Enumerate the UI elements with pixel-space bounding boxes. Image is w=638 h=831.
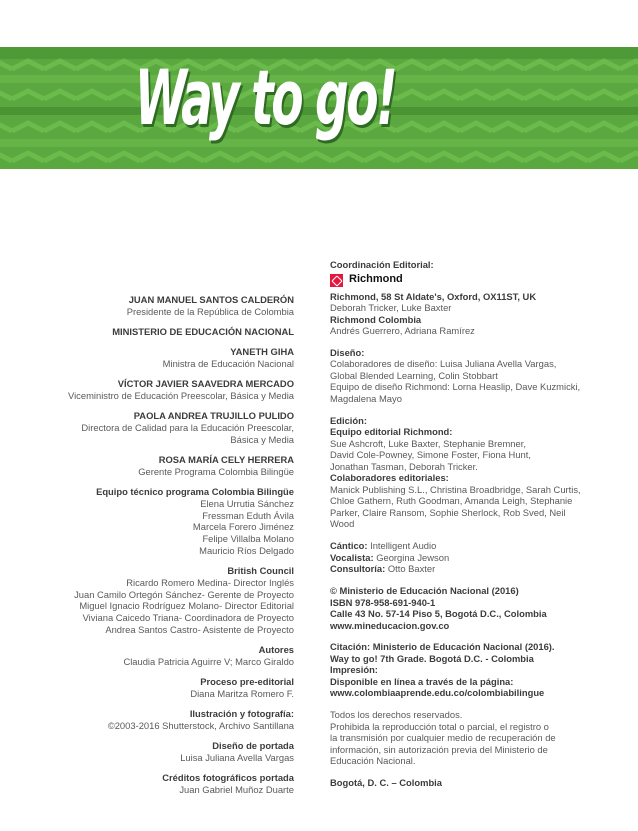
- credit-line: Juan Gabriel Muñoz Duarte: [179, 783, 294, 795]
- credit-line: VÍCTOR JAVIER SAAVEDRA MERCADO: [117, 378, 294, 390]
- credit-line: MINISTERIO DE EDUCACIÓN NACIONAL: [112, 325, 294, 337]
- credit-line: British Council: [227, 565, 294, 577]
- credit-line: Proceso pre-editorial: [200, 676, 294, 688]
- credit-line: Claudia Patricia Aguirre V; Marco Giraldo: [123, 656, 294, 668]
- credit-line: Todos los derechos reservados.: [330, 709, 463, 721]
- credit-line: Andrés Guerrero, Adriana Ramírez: [330, 325, 475, 336]
- credit-line: Equipo editorial Richmond:: [330, 426, 453, 438]
- credit-line: Citación: Ministerio de Educación Nacional (2016).: [330, 641, 555, 653]
- credit-role: Vocalista:: [330, 551, 374, 563]
- credit-line: Calle 43 No. 57-14 Piso 5, Bogotá D.C., Colombia: [330, 608, 547, 620]
- credit-group: [330, 709, 630, 767]
- credit-line: Mauricio Ríos Delgado: [199, 544, 294, 556]
- credit-group: [0, 644, 294, 668]
- credit-name: Intelligent Audio: [367, 540, 437, 552]
- credit-group: [330, 641, 630, 699]
- title-banner: [0, 47, 638, 169]
- credit-line: Miguel Ignacio Rodríguez Molano- Director Editorial: [79, 600, 294, 612]
- credit-group: [0, 740, 294, 764]
- credit-line: Viceministro de Educación Preescolar, Básica y Media: [68, 389, 294, 401]
- credit-group: [0, 676, 294, 700]
- credit-role: Consultoría:: [330, 563, 386, 575]
- credit-line: Deborah Tricker, Luke Baxter: [330, 302, 452, 313]
- credit-line: la transmisión por cualquier medio de recuperación de: [330, 732, 556, 744]
- credit-line: Magdalena Mayo: [330, 392, 402, 404]
- credit-line: Básica y Media: [230, 433, 294, 445]
- credit-group: [0, 486, 294, 557]
- credit-group: [0, 565, 294, 636]
- coordination-label: Coordinación Editorial:: [330, 259, 434, 270]
- credit-line: Directora de Calidad para la Educación Preescolar,: [81, 421, 294, 433]
- credit-line: Disponible en línea a través de la página:: [330, 675, 514, 687]
- credit-line: Diana Maritza Romero F.: [190, 688, 294, 700]
- credit-group: [0, 454, 294, 478]
- credit-line: JUAN MANUEL SANTOS CALDERÓN: [128, 294, 294, 305]
- credit-line: Andrea Santos Castro- Asistente de Proyecto: [105, 624, 294, 636]
- credit-line: YANETH GIHA: [230, 346, 294, 358]
- credits-left-column: [0, 294, 294, 804]
- richmond-logo-text: Richmond: [349, 273, 403, 286]
- credit-group: [330, 777, 630, 789]
- credit-line: Elena Urrutia Sánchez: [200, 497, 294, 509]
- credit-line: Equipo de diseño Richmond: Lorna Heaslip, Dave Kuzmicki,: [330, 381, 581, 393]
- credit-line: Autores: [258, 644, 294, 656]
- credit-group: [0, 410, 294, 445]
- credit-line: [330, 540, 630, 552]
- credit-line: [330, 563, 630, 575]
- credit-line: Ricardo Romero Medina- Director Inglés: [126, 576, 294, 588]
- credit-line: Prohibida la reproducción total o parcial, el registro o: [330, 720, 549, 732]
- credit-line: Richmond Colombia: [330, 313, 422, 325]
- credit-line: Fressman Eduth Ávila: [202, 509, 294, 521]
- book-title: Way to go!: [134, 53, 396, 142]
- credit-line: Richmond, 58 St Aldate's, Oxford, OX11ST, UK: [330, 290, 537, 302]
- credit-name: Otto Baxter: [385, 563, 436, 575]
- credit-group: [330, 585, 630, 631]
- credit-line: Luisa Juliana Avella Vargas: [180, 752, 294, 763]
- credit-line: ROSA MARÍA CELY HERRERA: [158, 453, 294, 465]
- credit-line: Bogotá, D. C. – Colombia: [330, 777, 442, 789]
- credit-group: [0, 708, 294, 732]
- credit-line: Gerente Programa Colombia Bilingüe: [138, 465, 294, 477]
- credit-line: Educación Nacional.: [330, 755, 416, 767]
- credit-line: información, sin autorización previa del Ministerio de: [330, 743, 548, 755]
- credit-line: www.colombiaaprende.edu.co/colombiabilingue: [330, 687, 545, 699]
- credit-name: Georgina Jewson: [373, 551, 450, 563]
- credit-line: Ilustración y fotografía:: [189, 708, 294, 720]
- credit-line: © Ministerio de Educación Nacional (2016): [330, 585, 519, 597]
- credit-role: Cántico:: [330, 540, 368, 552]
- credit-line: Créditos fotográficos portada: [162, 772, 294, 784]
- richmond-logo: [330, 273, 630, 288]
- credit-line: [330, 552, 630, 564]
- credit-group: [0, 294, 294, 318]
- credit-line: Viviana Caicedo Triana- Coordinadora de Proyecto: [82, 612, 294, 624]
- credit-line: Wood: [330, 518, 355, 530]
- credit-group: [0, 378, 294, 402]
- credit-line: Juan Camilo Ortegón Sánchez- Gerente de Proyecto: [74, 588, 294, 600]
- credit-line: Colaboradores de diseño: Luisa Juliana Avella Vargas,: [330, 358, 557, 370]
- credit-line: Global Blended Learning, Colin Stobbart: [330, 369, 498, 381]
- credit-line: Jonathan Tasman, Deborah Tricker.: [330, 460, 478, 472]
- credit-group: [0, 346, 294, 370]
- credit-line: Colaboradores editoriales:: [330, 472, 449, 484]
- credit-group: [0, 772, 294, 796]
- richmond-logo-icon: [330, 274, 343, 287]
- credit-group: [330, 540, 630, 575]
- credit-line: Edición:: [330, 414, 367, 426]
- credit-line: www.mineducacion.gov.co: [330, 619, 450, 631]
- credit-line: Chloe Gathern, Ruth Goodman, Amanda Leigh, Stephanie: [330, 495, 573, 507]
- credit-line: Diseño de portada: [212, 740, 294, 752]
- credit-line: Felipe Villalba Molano: [202, 533, 294, 545]
- credits-right-column: [330, 259, 630, 799]
- credit-line: Parker, Claire Ransom, Sophie Sherlock, Rob Sved, Neil: [330, 506, 566, 518]
- credit-line: ©2003-2016 Shutterstock, Archivo Santillana: [107, 720, 294, 732]
- credit-line: Presidente de la República de Colombia: [126, 305, 294, 317]
- credit-line: Way to go! 7th Grade. Bogotá D.C. - Colombia: [330, 652, 534, 664]
- credit-line: Manick Publishing S.L., Christina Broadbridge, Sarah Curtis,: [330, 483, 581, 495]
- credit-group: [330, 291, 630, 337]
- credit-line: Ministra de Educación Nacional: [162, 357, 294, 369]
- credit-line: Sue Ashcroft, Luke Baxter, Stephanie Bremner,: [330, 437, 526, 449]
- credit-group: [0, 326, 294, 338]
- zigzag-line: [0, 153, 638, 161]
- credit-line: Marcela Forero Jiménez: [192, 521, 294, 533]
- credit-line: Impresión:: [330, 664, 378, 676]
- credit-line: PAOLA ANDREA TRUJILLO PULIDO: [133, 410, 294, 422]
- credit-group: [330, 347, 630, 405]
- credit-line: Diseño:: [330, 346, 365, 358]
- credit-line: David Cole-Powney, Simone Foster, Fiona Hunt,: [330, 449, 531, 461]
- credit-line: Equipo técnico programa Colombia Bilingüe: [96, 485, 294, 497]
- credit-group: [330, 415, 630, 530]
- credit-line: ISBN 978-958-691-940-1: [330, 596, 436, 608]
